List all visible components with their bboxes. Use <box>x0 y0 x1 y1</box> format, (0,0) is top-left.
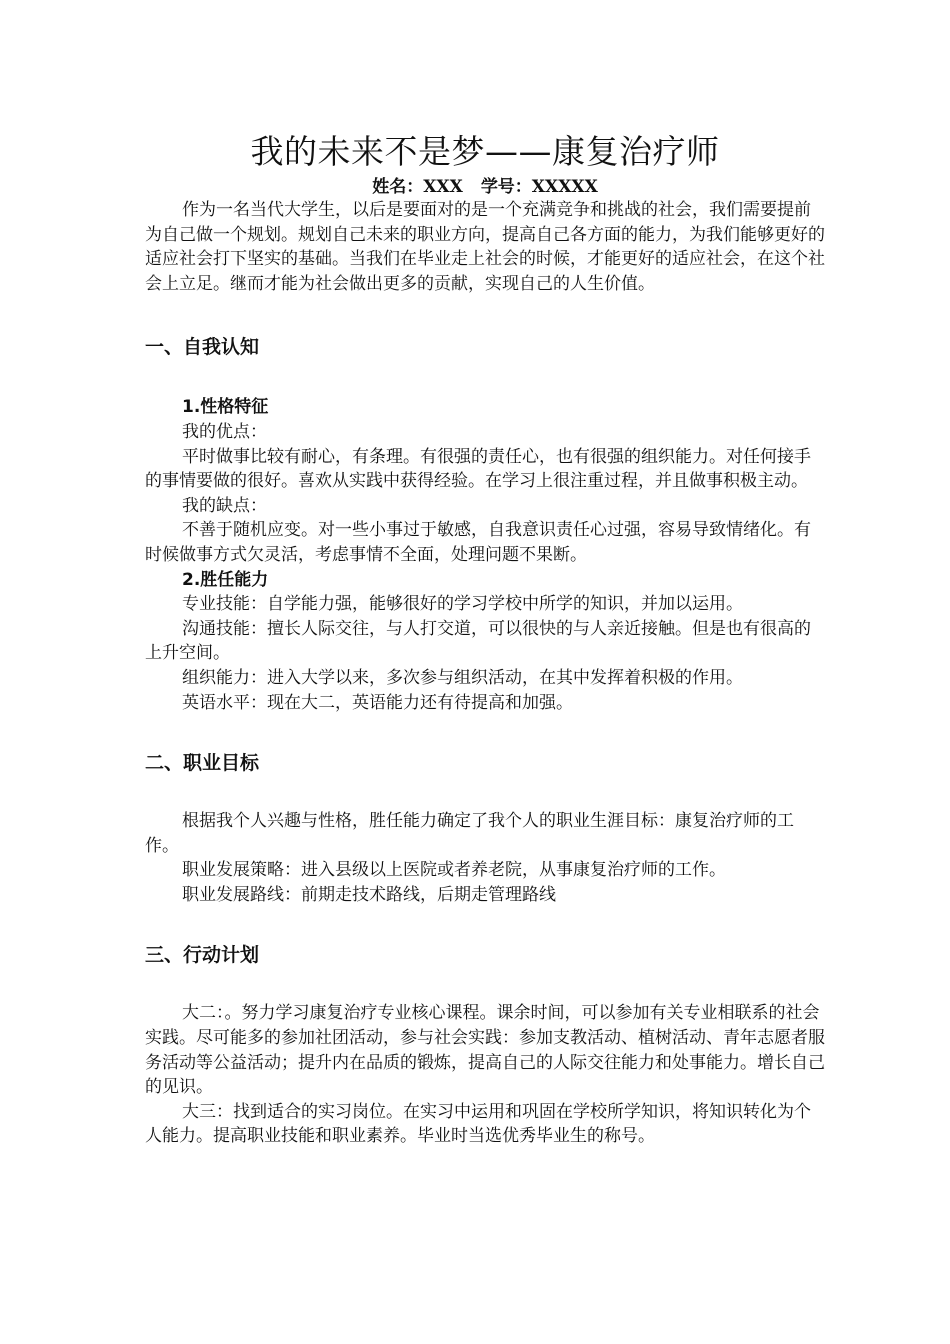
english-level: 英语水平：现在大二，英语能力还有待提高和加强。 <box>182 692 573 713</box>
document-title: 我的未来不是梦——康复治疗师 <box>250 132 720 171</box>
plan-year3: 大三：找到适合的实习岗位。在实习中运用和巩固在学校所学知识，将知识转化为个人能力。提高职业技能和职业素养。毕业时当选优秀毕业生的称号。 <box>145 1101 811 1147</box>
communication-skill: 沟通技能：擅长人际交往，与人打交道，可以很快的与人亲近接触。但是也有很高的上升空间。 <box>145 618 811 664</box>
strengths-label: 我的优点： <box>182 421 267 442</box>
professional-skill: 专业技能：自学能力强，能够很好的学习学校中所学的知识，并加以运用。 <box>182 594 743 615</box>
student-id: 学号：XXXXX <box>480 177 598 197</box>
author-name: 姓名：XXX <box>372 177 463 197</box>
document-page <box>145 128 825 1149</box>
author-line <box>145 176 825 198</box>
weaknesses-paragraph: 不善于随机应变。对一些小事过于敏感，自我意识责任心过强，容易导致情绪化。有时候做事方式欠灵活，考虑事情不全面，处理问题不果断。 <box>145 520 811 565</box>
section1-sub1-heading: 1.性格特征 <box>182 397 269 418</box>
career-route: 职业发展路线：前期走技术路线，后期走管理路线 <box>182 884 556 905</box>
organization-skill: 组织能力：进入大学以来，多次参与组织活动，在其中发挥着积极的作用。 <box>182 667 743 688</box>
strengths-paragraph: 平时做事比较有耐心，有条理。有很强的责任心，也有很强的组织能力。对任何接手的事情要做的很好。喜欢从实践中获得经验。在学习上很注重过程，并且做事积极主动。 <box>145 446 811 492</box>
section1-heading: 一、自我认知 <box>145 336 260 359</box>
career-goal: 根据我个人兴趣与性格，胜任能力确定了我个人的职业生涯目标：康复治疗师的工作。 <box>145 811 794 856</box>
section3-heading: 三、行动计划 <box>145 944 260 967</box>
career-strategy: 职业发展策略：进入县级以上医院或者养老院，从事康复治疗师的工作。 <box>182 860 726 881</box>
plan-year2: 大二：。努力学习康复治疗专业核心课程。课余时间，可以参加有关专业相联系的社会实践。尽可能多的参加社团活动，参与社会实践：参加支教活动、植树活动、青年志愿者服务活动等公益活动；提升内在品质的锻炼，提高自己的人际交往能力和处事能力。增长自己的见识。 <box>145 1003 825 1098</box>
weaknesses-label: 我的缺点： <box>182 495 267 516</box>
intro-paragraph: 作为一名当代大学生，以后是要面对的是一个充满竞争和挑战的社会，我们需要提前为自己做一个规划。规划自己未来的职业方向，提高自己各方面的能力，为我们能够更好的适应社会打下坚实的基础。当我们在毕业走上社会的时候，才能更好的适应社会，在这个社会上立足。继而才能为社会做出更多的贡献，实现自己的人生价值。 <box>145 200 825 294</box>
section2-heading: 二、职业目标 <box>145 752 260 775</box>
section1-sub2-heading: 2.胜任能力 <box>182 569 269 590</box>
